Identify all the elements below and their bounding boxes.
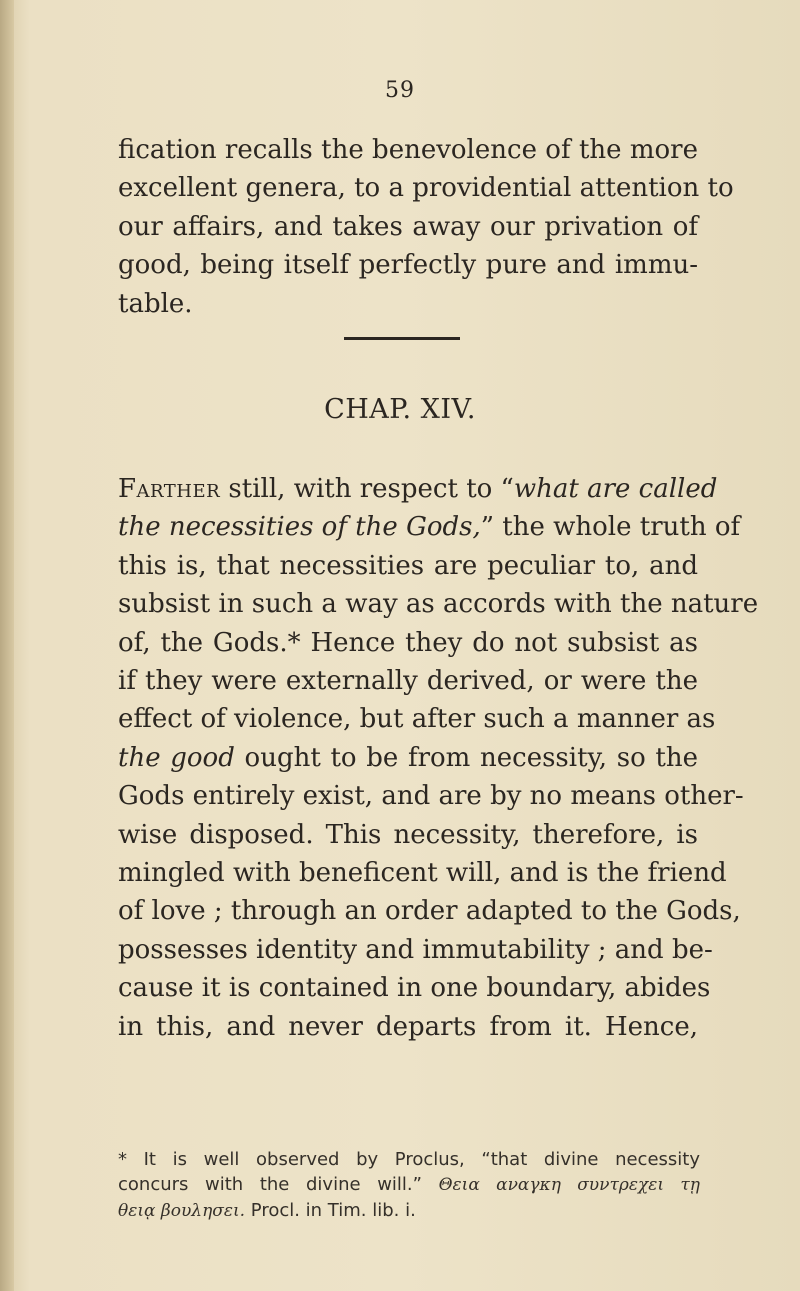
footnote-line: * It is well observed by Proclus, “that divine necessity [118, 1149, 700, 1170]
text-line: fication recalls the benevolence of the more [118, 135, 698, 165]
text-line: excellent genera, to a providential attention to [118, 173, 734, 204]
page-number: 59 [385, 78, 415, 103]
italic-phrase: the necessities of the Gods, [118, 512, 481, 543]
text-line: possesses identity and immutability ; and be- [118, 934, 713, 965]
greek-quote: Θεια αναγκη συντρεχει τῃ [438, 1175, 700, 1195]
text-line: this is, that necessities are peculiar to, and [118, 550, 698, 581]
text-line [118, 739, 698, 777]
text-line: cause it is contained in one boundary, abides [118, 973, 711, 1004]
citation: Procl. in Tim. lib. i. [245, 1200, 416, 1221]
text-span: still, with respect to “ [220, 474, 514, 504]
text-line: of, the Gods.* Hence they do not subsist as [118, 627, 698, 658]
text-line [118, 470, 718, 508]
text-span: ” the whole truth of [480, 512, 741, 543]
text-line: Gods entirely exist, and are by no means other- [118, 781, 744, 812]
text-line: effect of violence, but after such a manner as [118, 704, 716, 735]
footnote-line [118, 1198, 700, 1224]
greek-quote: θειᾳ βουλησει. [118, 1201, 246, 1221]
text-line: good, being itself perfectly pure and immu- [118, 250, 698, 281]
text-line: in this, and never departs from it. Hence, [118, 1011, 698, 1042]
text-line: table. [118, 288, 193, 319]
paragraph-continuation [118, 131, 734, 323]
text-line: wise disposed. This necessity, therefore, is [118, 819, 698, 850]
chapter-heading: CHAP. XIV. [324, 394, 476, 425]
text-line: our affairs, and takes away our privation of [118, 211, 698, 242]
drop-word: Farther [118, 474, 221, 504]
footnote [118, 1147, 700, 1224]
text-line: subsist in such a way as accords with the nature [118, 589, 759, 620]
section-divider-rule [344, 337, 460, 340]
page-spine-shadow [0, 0, 14, 1291]
text-line: of love ; through an order adapted to the Gods, [118, 896, 741, 927]
chapter-paragraph [118, 470, 759, 1046]
text-line: if they were externally derived, or were the [118, 666, 698, 697]
footnote-line [118, 1172, 700, 1198]
italic-phrase: the good [118, 742, 235, 773]
text-span: ought to be from necessity, so the [234, 742, 698, 773]
text-line: mingled with beneficent will, and is the friend [118, 858, 727, 889]
text-line [118, 508, 741, 546]
italic-phrase: what are called [513, 474, 718, 504]
text-span: concurs with the divine will.” [118, 1174, 422, 1195]
